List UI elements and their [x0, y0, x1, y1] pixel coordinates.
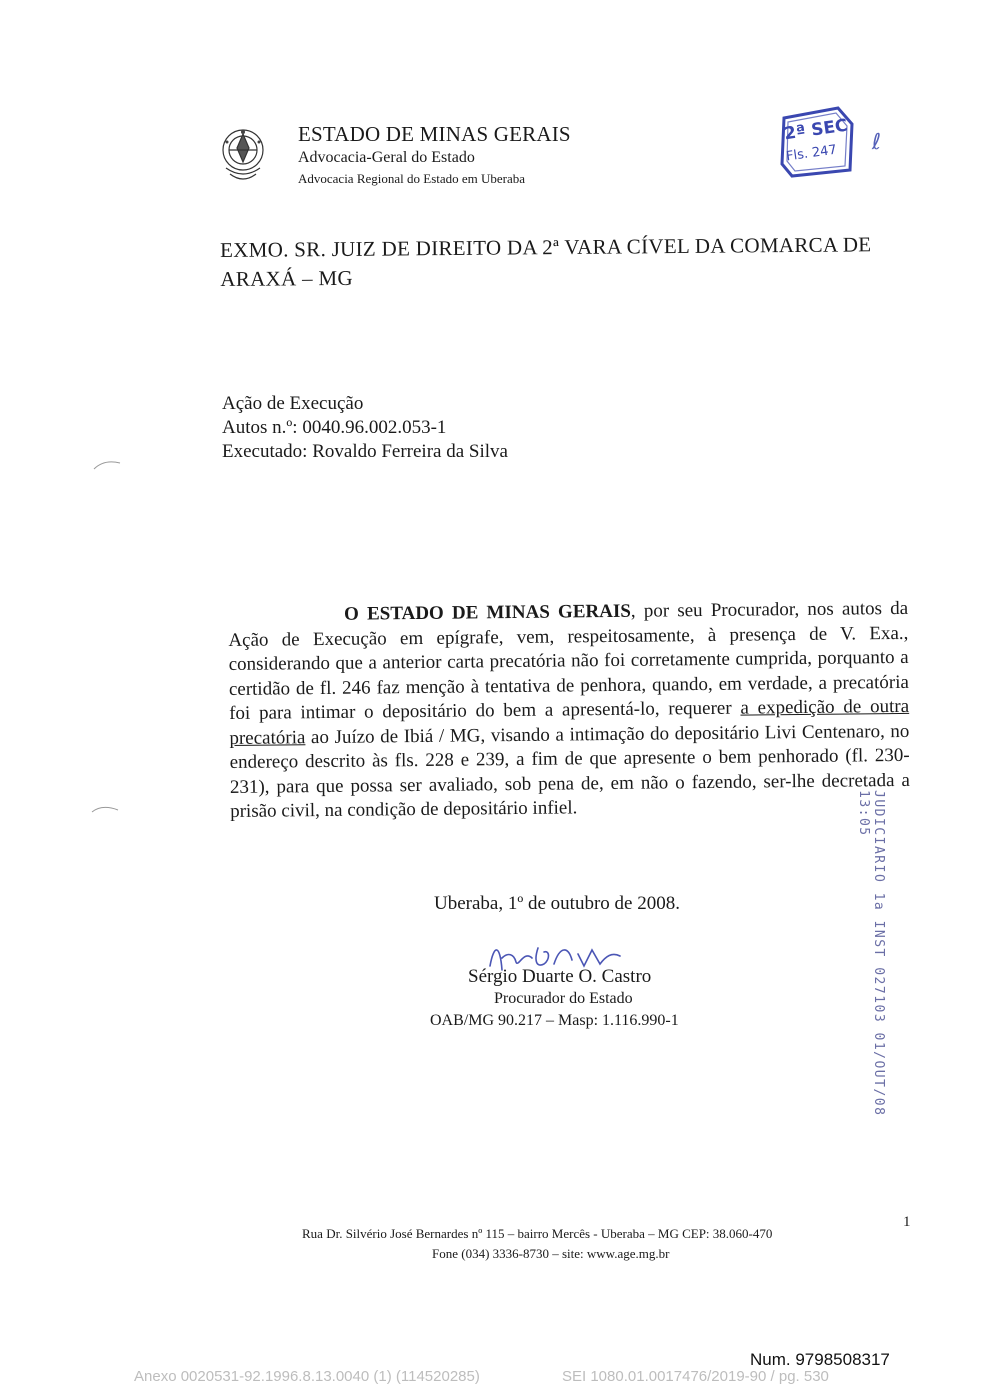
sei-reference: SEI 1080.01.0017476/2019-90 / pg. 530 — [562, 1368, 829, 1385]
signer-name: Sérgio Duarte O. Castro — [468, 966, 652, 987]
letterhead-office: Advocacia Regional do Estado em Uberaba — [298, 171, 526, 186]
protocol-stamp — [856, 790, 886, 1140]
document-id: Num. 9798508317 — [750, 1350, 890, 1369]
signer-role: Procurador do Estado — [494, 990, 633, 1007]
section-stamp — [778, 104, 858, 180]
signer-registration: OAB/MG 90.217 – Masp: 1.116.990-1 — [430, 1012, 679, 1029]
stamp-folio-label: Fls. 247 — [785, 142, 838, 165]
body-part2: ao Juízo de Ibiá / MG, visando a intimação do depositário Livi Centenaro, no endereço descrito às fls. 228 e 239, a fim de que apresente o bem penhorado (fl. 230-231), para que possa ser avaliado, sob pena de, em não o fazendo, ser-lhe decretada a prisão civil, na condição de depositário infiel. — [229, 720, 910, 822]
footer-address: Rua Dr. Silvério José Bernardes nº 115 – bairro Mercês - Uberaba – MG CEP: 38.060-470 — [302, 1226, 773, 1241]
date-line: Uberaba, 1º de outubro de 2008. — [434, 893, 680, 914]
case-defendant: Executado: Rovaldo Ferreira da Silva — [222, 441, 508, 462]
scan-mark — [88, 800, 128, 820]
footer-contact: Fone (034) 3336-8730 – site: www.age.mg.br — [432, 1246, 670, 1261]
body-lead: O ESTADO DE MINAS GERAIS — [344, 600, 631, 625]
body-part1: , por seu Procurador, nos autos da Ação de Execução em epígrafe, vem, respeitosamente, à presença de V. Exa., considerando que a anterior carta precatória não foi corretamente cumprida, porquanto a certidão de fl. 246 faz menção à tentativa de penhora, quando, em verdade, a precatória foi para intimar o depositário do bem a apresentá-lo, requerer — [228, 597, 909, 724]
petition-body — [228, 597, 910, 825]
case-action: Ação de Execução — [222, 393, 364, 414]
protocol-stamp-text: JUDICIARIO 1a INST 027103 01/OUT/08 13:05 — [856, 790, 886, 1117]
letterhead-subtitle: Advocacia-Geral do Estado — [298, 149, 475, 166]
stamp-section-label: 2ª SEC — [782, 115, 849, 145]
case-number: Autos n.º: 0040.96.002.053-1 — [222, 417, 447, 438]
body-underlined: a expedição de outra precatória — [229, 695, 910, 749]
scan-mark — [90, 455, 130, 475]
case-info — [222, 392, 508, 464]
page-number: 1 — [903, 1214, 911, 1230]
addressee: EXMO. SR. JUIZ DE DIREITO DA 2ª VARA CÍVEL DA COMARCA DE ARAXÁ – MG — [220, 232, 872, 291]
annex-reference: Anexo 0020531-92.1996.8.13.0040 (1) (114520285) — [134, 1368, 480, 1385]
letterhead-title: ESTADO DE MINAS GERAIS — [298, 122, 571, 146]
handwritten-mark: ℓ — [872, 130, 882, 155]
coat-of-arms-icon — [218, 124, 268, 188]
